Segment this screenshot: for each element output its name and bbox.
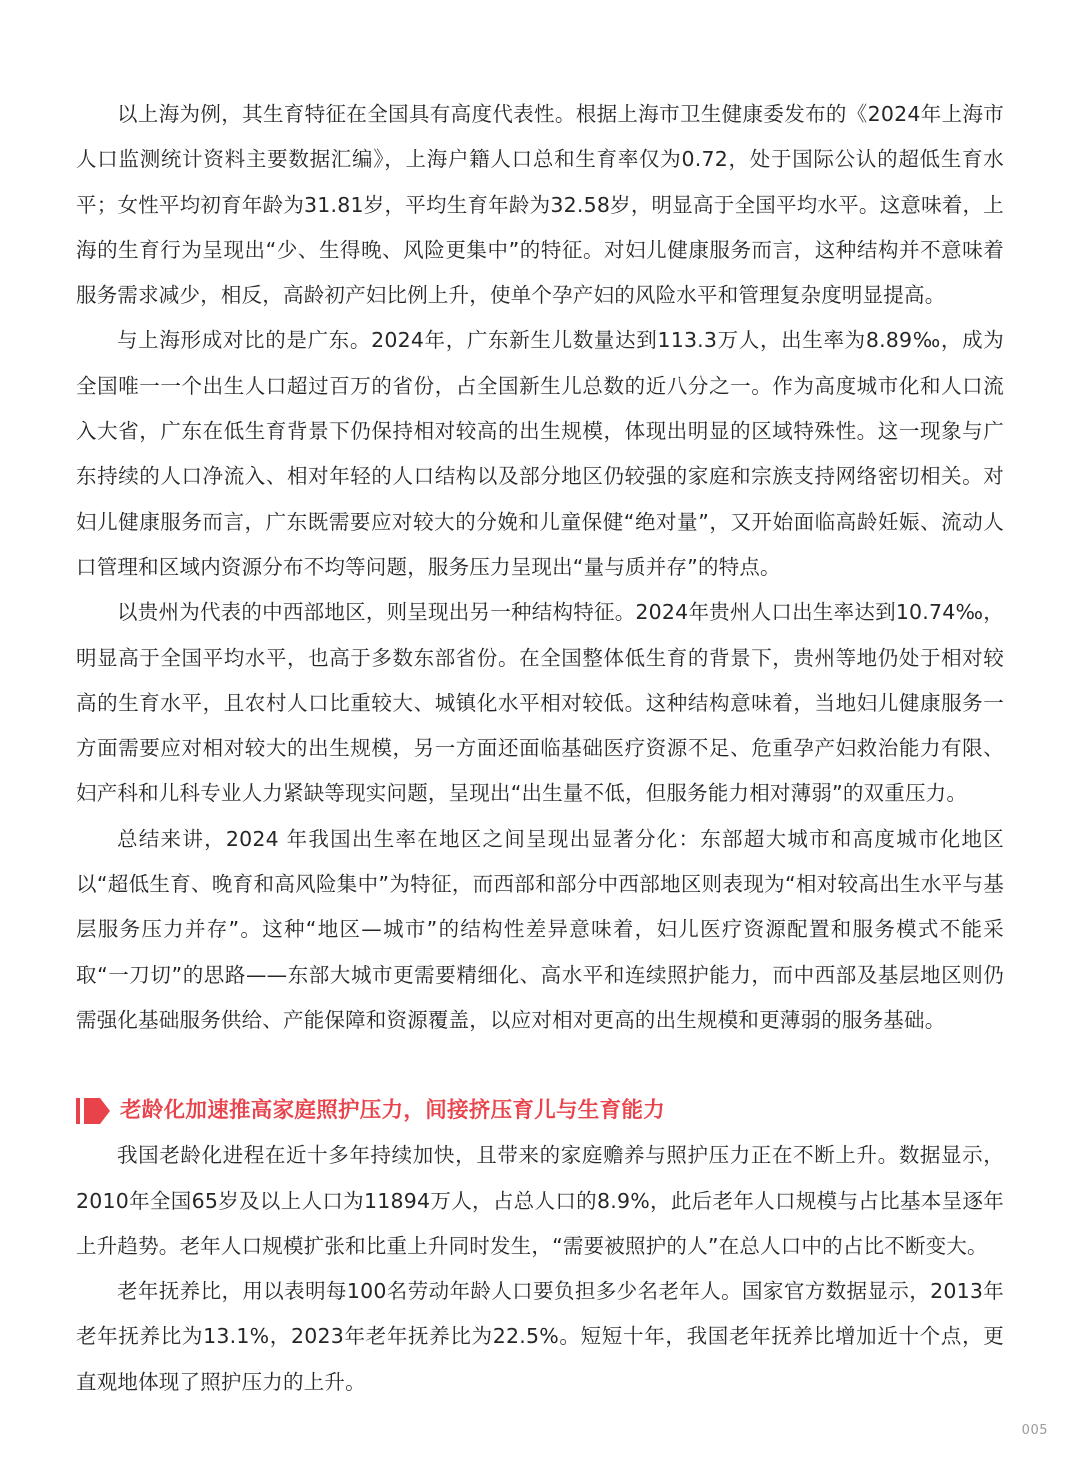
paragraph-summary: 总结来讲，2024 年我国出生率在地区之间呈现出显著分化：东部超大城市和高度城市化地区以“超低生育、晚育和高风险集中”为特征，而西部和部分中西部地区则表现为“相对较高出生水平与基层服务压力并存”。这种“地区—城市”的结构性差异意味着，妇儿医疗资源配置和服务模式不能采取“一刀切”的思路——东部大城市更需要精细化、高水平和连续照护能力，而中西部及基层地区则仍需强化基础服务供给、产能保障和资源覆盖，以应对相对更高的出生规模和更薄弱的服务基础。 — [76, 826, 1004, 1032]
red-arrow-marker-icon — [76, 1096, 110, 1126]
paragraph-guangdong: 与上海形成对比的是广东。2024年，广东新生儿数量达到113.3万人，出生率为8.89‰，成为全国唯一一个出生人口超过百万的省份，占全国新生儿总数的近八分之一。作为高度城市化和人口流入大省，广东在低生育背景下仍保持相对较高的出生规模，体现出明显的区域特殊性。这一现象与广东持续的人口净流入、相对年轻的人口结构以及部分地区仍较强的家庭和宗族支持网络密切相关。对妇儿健康服务而言，广东既需要应对较大的分娩和儿童保健“绝对量”，又开始面临高龄妊娠、流动人口管理和区域内资源分布不均等问题，服务压力呈现出“量与质并存”的特点。 — [76, 328, 1004, 579]
paragraph-dependency-ratio: 老年抚养比，用以表明每100名劳动年龄人口要负担多少名老年人。国家官方数据显示，2013年老年抚养比为13.1%，2023年老年抚养比为22.5%。短短十年，我国老年抚养比增加近十个点，更直观地体现了照护压力的上升。 — [76, 1279, 1004, 1394]
page-number: 005 — [1021, 1423, 1048, 1438]
section-heading-text: 老龄化加速推高家庭照护压力，间接挤压育儿与生育能力 — [120, 1098, 666, 1124]
section-heading — [76, 1088, 1004, 1133]
paragraph-shanghai: 以上海为例，其生育特征在全国具有高度代表性。根据上海市卫生健康委发布的《2024年上海市人口监测统计资料主要数据汇编》，上海户籍人口总和生育率仅为0.72，处于国际公认的超低生育水平；女性平均初育年龄为31.81岁，平均生育年龄为32.58岁，明显高于全国平均水平。这意味着，上海的生育行为呈现出“少、生得晚、风险更集中”的特征。对妇儿健康服务而言，这种结构并不意味着服务需求减少，相反，高龄初产妇比例上升，使单个孕产妇的风险水平和管理复杂度明显提高。 — [76, 102, 1004, 308]
paragraph-aging: 我国老龄化进程在近十多年持续加快，且带来的家庭赡养与照护压力正在不断上升。数据显示，2010年全国65岁及以上人口为11894万人，占总人口的8.9%，此后老年人口规模与占比基本呈逐年上升趋势。老年人口规模扩张和比重上升同时发生，“需要被照护的人”在总人口中的占比不断变大。 — [76, 1143, 1004, 1258]
paragraph-guizhou: 以贵州为代表的中西部地区，则呈现出另一种结构特征。2024年贵州人口出生率达到10.74‰，明显高于全国平均水平，也高于多数东部省份。在全国整体低生育的背景下，贵州等地仍处于相对较高的生育水平，且农村人口比重较大、城镇化水平相对较低。这种结构意味着，当地妇儿健康服务一方面需要应对相对较大的出生规模，另一方面还面临基础医疗资源不足、危重孕产妇救治能力有限、妇产科和儿科专业人力紧缺等现实问题，呈现出“出生量不低，但服务能力相对薄弱”的双重压力。 — [76, 600, 1004, 806]
document-body — [76, 92, 1004, 1405]
section-body — [76, 1133, 1004, 1405]
